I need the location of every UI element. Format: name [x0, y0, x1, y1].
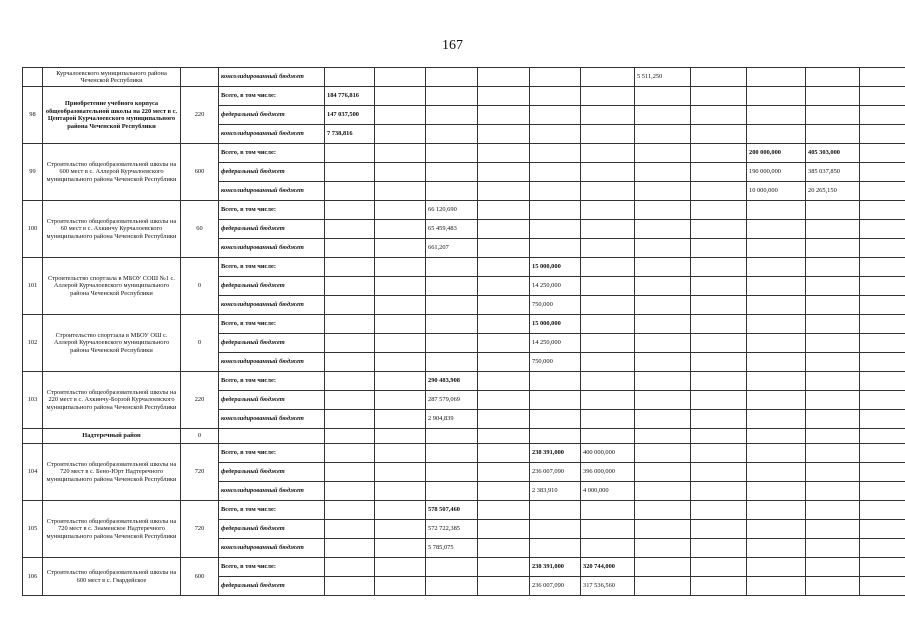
capacity-cell: 720	[181, 501, 219, 558]
row-number: 105	[23, 501, 43, 558]
row-number: 102	[23, 315, 43, 372]
cell-value: 10 000,000	[747, 182, 806, 201]
cell-value: 750,000	[530, 296, 581, 315]
table-row	[23, 87, 905, 106]
table-row	[23, 558, 905, 577]
cell-value: 200 000,000	[747, 144, 806, 163]
capacity-cell: 600	[181, 558, 219, 596]
cell-value: 14 250,000	[530, 334, 581, 353]
object-name: Строительство общеобразовательной школы на 720 мест в с. Бено-Юрт Надтеречного муниципального района Чеченской Республики	[43, 444, 181, 501]
cell-value: 317 536,560	[581, 577, 635, 596]
row-label: консолидированный бюджет	[219, 125, 325, 144]
object-name: Приобретение учебного корпуса общеобразовательной школы на 220 мест в с. Центарой Курчалоевского муниципального района Чеченской Республики	[43, 87, 181, 144]
cell-value: 236 007,090	[530, 463, 581, 482]
cell-value: 2 383,910	[530, 482, 581, 501]
table-row	[23, 372, 905, 391]
row-label: федеральный бюджет	[219, 391, 325, 410]
object-name: Строительство общеобразовательной школы на 220 мест в с. Ахкинчу-Борзой Курчалоевского муниципального района Чеченской Республики	[43, 372, 181, 429]
row-label: Всего, в том числе:	[219, 258, 325, 277]
row-number: 100	[23, 201, 43, 258]
row-label: консолидированный бюджет	[219, 353, 325, 372]
cell-value: 5 511,250	[635, 68, 691, 87]
row-label: Всего, в том числе:	[219, 144, 325, 163]
cell-value: 287 579,069	[426, 391, 478, 410]
row-label: Всего, в том числе:	[219, 372, 325, 391]
row-label: консолидированный бюджет	[219, 182, 325, 201]
object-name: Курчалоевского муниципального района Чеченской Республики	[43, 68, 181, 87]
capacity-cell: 0	[181, 429, 219, 444]
row-label: консолидированный бюджет	[219, 68, 325, 87]
capacity-cell: 0	[181, 258, 219, 315]
page-number: 167	[442, 38, 463, 53]
cell-value: 236 007,090	[530, 577, 581, 596]
capacity-cell: 220	[181, 87, 219, 144]
cell-value: 65 459,483	[426, 220, 478, 239]
table-row	[23, 144, 905, 163]
cell-value: 14 250,000	[530, 277, 581, 296]
row-label: консолидированный бюджет	[219, 482, 325, 501]
row-number: 98	[23, 87, 43, 144]
object-name: Строительство общеобразовательной школы на 60 мест в с. Ахкинчу Курчалоевского муниципального района Чеченской Республики	[43, 201, 181, 258]
row-label: консолидированный бюджет	[219, 239, 325, 258]
row-label: федеральный бюджет	[219, 106, 325, 125]
capacity-cell: 720	[181, 444, 219, 501]
cell-value: 190 000,000	[747, 163, 806, 182]
cell-value: 238 391,000	[530, 558, 581, 577]
table-row	[23, 501, 905, 520]
district-name: Надтеречный район	[43, 429, 181, 444]
row-number: 104	[23, 444, 43, 501]
cell-value: 4 000,000	[581, 482, 635, 501]
cell-value: 7 738,816	[325, 125, 375, 144]
capacity-cell: 220	[181, 372, 219, 429]
row-number: 101	[23, 258, 43, 315]
row-label: Всего, в том числе:	[219, 501, 325, 520]
capacity-cell: 0	[181, 315, 219, 372]
object-name: Строительство общеобразовательной школы на 600 мест в с. Аллерой Курчалоевского муниципального района Чеченской Республики	[43, 144, 181, 201]
row-label: Всего, в том числе:	[219, 201, 325, 220]
district-row	[23, 429, 905, 444]
row-label: федеральный бюджет	[219, 163, 325, 182]
cell-value: 5 785,075	[426, 539, 478, 558]
cell-value: 750,000	[530, 353, 581, 372]
row-label: Всего, в том числе:	[219, 315, 325, 334]
cell-value: 66 120,690	[426, 201, 478, 220]
row-label: Всего, в том числе:	[219, 444, 325, 463]
row-label: федеральный бюджет	[219, 220, 325, 239]
table-row	[23, 258, 905, 277]
object-name: Строительство общеобразовательной школы на 720 мест в с. Знаменское Надтеречного муниципального района Чеченской Республики	[43, 501, 181, 558]
table-row	[23, 315, 905, 334]
row-label: консолидированный бюджет	[219, 410, 325, 429]
row-label: консолидированный бюджет	[219, 296, 325, 315]
row-label: федеральный бюджет	[219, 520, 325, 539]
row-number: 103	[23, 372, 43, 429]
cell-value: 15 000,000	[530, 315, 581, 334]
budget-table	[22, 67, 905, 596]
cell-value: 320 744,000	[581, 558, 635, 577]
row-label: федеральный бюджет	[219, 277, 325, 296]
cell-value: 147 037,500	[325, 106, 375, 125]
cell-value: 15 000,000	[530, 258, 581, 277]
cell-value: 578 507,460	[426, 501, 478, 520]
table-row	[23, 444, 905, 463]
cell-value: 290 483,908	[426, 372, 478, 391]
row-number: 106	[23, 558, 43, 596]
capacity-cell: 600	[181, 144, 219, 201]
cell-value: 396 000,000	[581, 463, 635, 482]
row-label: консолидированный бюджет	[219, 539, 325, 558]
cell-value: 385 037,850	[806, 163, 860, 182]
cell-value: 2 904,839	[426, 410, 478, 429]
object-name: Строительство спортзала в МБОУ СОШ №1 с. Аллерой Курчалоевского муниципального района Чеченской Республики	[43, 258, 181, 315]
row-label: федеральный бюджет	[219, 463, 325, 482]
cell-value: 405 303,000	[806, 144, 860, 163]
row-label: Всего, в том числе:	[219, 87, 325, 106]
row-label: федеральный бюджет	[219, 577, 325, 596]
cell-value: 572 722,385	[426, 520, 478, 539]
cell-value: 184 776,816	[325, 87, 375, 106]
capacity-cell: 60	[181, 201, 219, 258]
cell-value: 238 391,000	[530, 444, 581, 463]
cell-value: 20 265,150	[806, 182, 860, 201]
row-label: федеральный бюджет	[219, 334, 325, 353]
row-label: Всего, в том числе:	[219, 558, 325, 577]
object-name: Строительство спортзала в МБОУ ОШ с. Аллерой Курчалоевского муниципального района Чеченской Республики	[43, 315, 181, 372]
table-row	[23, 201, 905, 220]
cell-value: 400 000,000	[581, 444, 635, 463]
row-number: 99	[23, 144, 43, 201]
object-name: Строительство общеобразовательной школы на 600 мест в с. Гвардейское	[43, 558, 181, 596]
cell-value: 661,207	[426, 239, 478, 258]
table-row	[23, 68, 905, 87]
